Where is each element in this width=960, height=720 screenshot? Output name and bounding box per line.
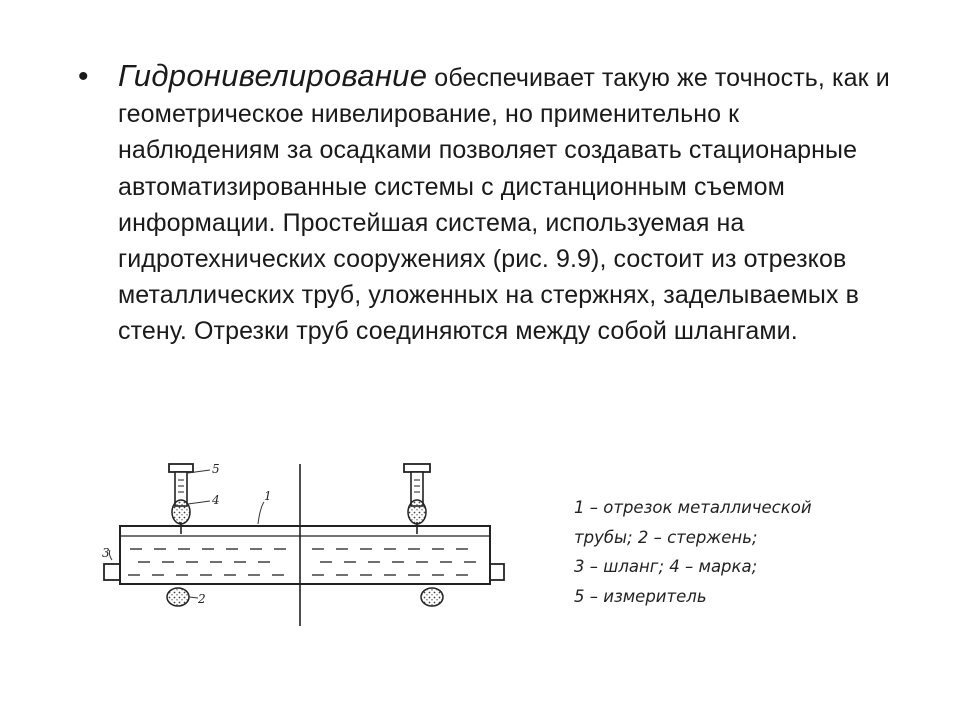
label-3: 3 — [102, 546, 110, 560]
figure-legend — [574, 493, 904, 611]
label-5: 5 — [212, 462, 220, 476]
main-paragraph — [118, 58, 908, 350]
legend-line: 1 – отрезок металлической — [574, 498, 812, 517]
water-dashes — [128, 549, 476, 575]
measuring-device-right — [404, 464, 430, 534]
hose-right — [490, 564, 504, 580]
support-rod-left — [167, 588, 189, 606]
hydroleveling-schematic — [98, 456, 518, 631]
label-4: 4 — [212, 493, 220, 507]
figure-9-9-diagram — [98, 456, 518, 631]
label-2: 2 — [198, 592, 206, 606]
bullet-marker: • — [78, 60, 89, 93]
legend-line: 3 – шланг; 4 – марка; — [574, 557, 758, 576]
support-rod-right — [421, 588, 443, 606]
measuring-device-left — [169, 464, 193, 534]
term-hydroleveling: Гидронивелирование — [118, 58, 428, 93]
legend-line: трубы; 2 – стержень; — [574, 527, 758, 547]
paragraph-body: обеспечивает такую же точность, как и геометрическое нивелирование, но применительно к наблюдениям за осадками позволяет создавать стационарные автоматизированные системы с дистанционным съемом информации. Простейшая система, используемая на гидротехнических сооружениях (рис. 9.9), состоит из отрезков металлических труб, уложенных на стержнях, заделываемых в стену. Отрезки труб соединяются между собой шлангами. — [118, 64, 890, 346]
label-1: 1 — [264, 489, 272, 503]
hose-left — [104, 564, 120, 580]
legend-line: 5 – измеритель — [574, 586, 707, 606]
